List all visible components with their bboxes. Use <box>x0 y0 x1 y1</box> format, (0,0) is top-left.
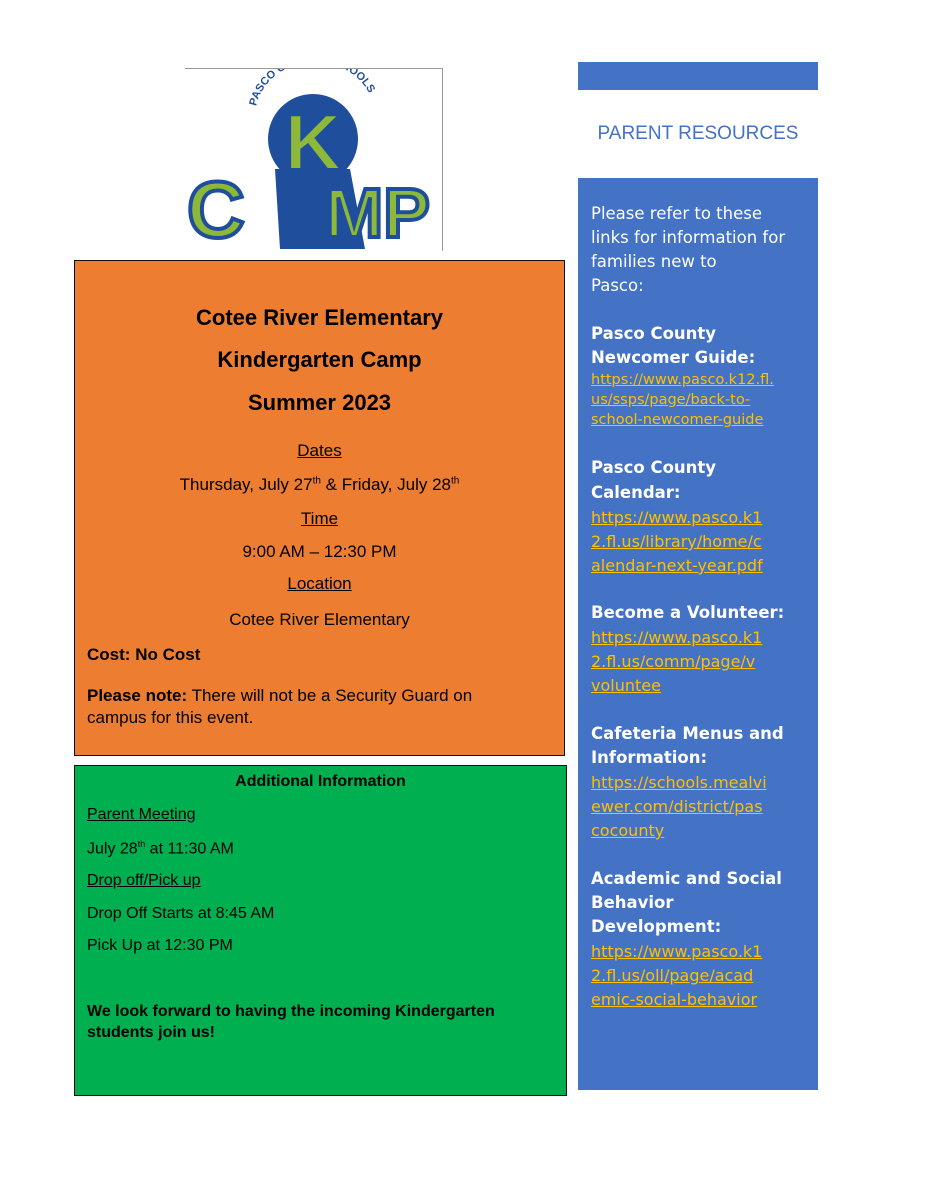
k-camp-logo <box>185 68 443 251</box>
resource-title: Behavior <box>591 893 674 912</box>
academic-link[interactable]: https://www.pasco.k1 <box>591 942 763 961</box>
calendar-link[interactable]: 2.fl.us/library/home/c <box>591 532 762 551</box>
camp-info-box <box>74 260 565 756</box>
time-label: Time <box>300 509 339 528</box>
academic-link[interactable]: 2.fl.us/oll/page/acad <box>591 966 754 985</box>
resource-title: Cafeteria Menus and <box>591 724 784 743</box>
note-line: Please note: There will not be a Security Guard on <box>87 686 473 705</box>
closing-line-2: students join us! <box>87 1024 215 1041</box>
cafeteria-link[interactable]: cocounty <box>591 821 665 840</box>
intro-line: families new to <box>591 252 717 271</box>
svg-text:MP: MP <box>325 174 430 251</box>
resources-heading: PARENT RESOURCES <box>597 123 799 144</box>
intro-line: Pasco: <box>591 276 644 295</box>
intro-line: Please refer to these <box>591 204 762 223</box>
dates-label: Dates <box>297 441 342 460</box>
cafeteria-link[interactable]: https://schools.mealvi <box>591 773 767 792</box>
resource-title: Become a Volunteer: <box>591 603 785 622</box>
resource-title: Pasco County <box>591 324 717 343</box>
svg-text:C: C <box>187 165 245 251</box>
dates-value: Thursday, July 27th & Friday, July 28th <box>179 475 460 494</box>
svg-text:PASCO COUNTY SCHOOLS: PASCO OOLS <box>247 69 378 108</box>
header-bar <box>578 62 818 90</box>
newcomer-guide-link[interactable]: school-newcomer-guide <box>591 412 764 428</box>
additional-title: Additional Information <box>235 773 406 790</box>
cost-line: Cost: No Cost <box>87 645 201 664</box>
meeting-value: July 28th at 11:30 AM <box>87 839 234 858</box>
school-name: Cotee River Elementary <box>196 305 443 330</box>
camp-name: Kindergarten Camp <box>217 347 422 372</box>
resource-title: Calendar: <box>591 483 681 502</box>
location-label: Location <box>287 574 352 593</box>
meeting-label: Parent Meeting <box>87 806 196 823</box>
resource-title: Newcomer Guide: <box>591 348 756 367</box>
resource-title: Development: <box>591 917 722 936</box>
time-value: 9:00 AM – 12:30 PM <box>242 542 397 561</box>
calendar-link[interactable]: https://www.pasco.k1 <box>591 508 763 527</box>
note-line-2: campus for this event. <box>87 708 254 727</box>
intro-line: links for information for <box>591 228 786 247</box>
resource-title: Academic and Social <box>591 869 782 888</box>
calendar-link[interactable]: alendar-next-year.pdf <box>591 556 763 575</box>
location-value: Cotee River Elementary <box>229 610 410 629</box>
svg-text:K: K <box>284 98 342 186</box>
drop-label: Drop off/Pick up <box>87 872 201 889</box>
academic-link[interactable]: emic-social-behavior <box>591 990 758 1009</box>
drop-off-time: Drop Off Starts at 8:45 AM <box>87 905 275 922</box>
resources-panel <box>578 178 818 1090</box>
volunteer-link[interactable]: https://www.pasco.k1 <box>591 628 763 647</box>
pick-up-time: Pick Up at 12:30 PM <box>87 937 233 954</box>
camp-season: Summer 2023 <box>247 390 392 415</box>
newcomer-guide-link[interactable]: us/ssps/page/back-to- <box>591 392 751 408</box>
volunteer-link[interactable]: 2.fl.us/comm/page/v <box>591 652 756 671</box>
closing-line-1: We look forward to having the incoming Kindergarten <box>87 1003 495 1020</box>
volunteer-link[interactable]: voluntee <box>591 676 661 695</box>
newcomer-guide-link[interactable]: https://www.pasco.k12.fl. <box>591 372 774 388</box>
resource-title: Pasco County <box>591 458 717 477</box>
resource-title: Information: <box>591 748 708 767</box>
cafeteria-link[interactable]: ewer.com/district/pas <box>591 797 763 816</box>
additional-info-box <box>74 765 567 1096</box>
